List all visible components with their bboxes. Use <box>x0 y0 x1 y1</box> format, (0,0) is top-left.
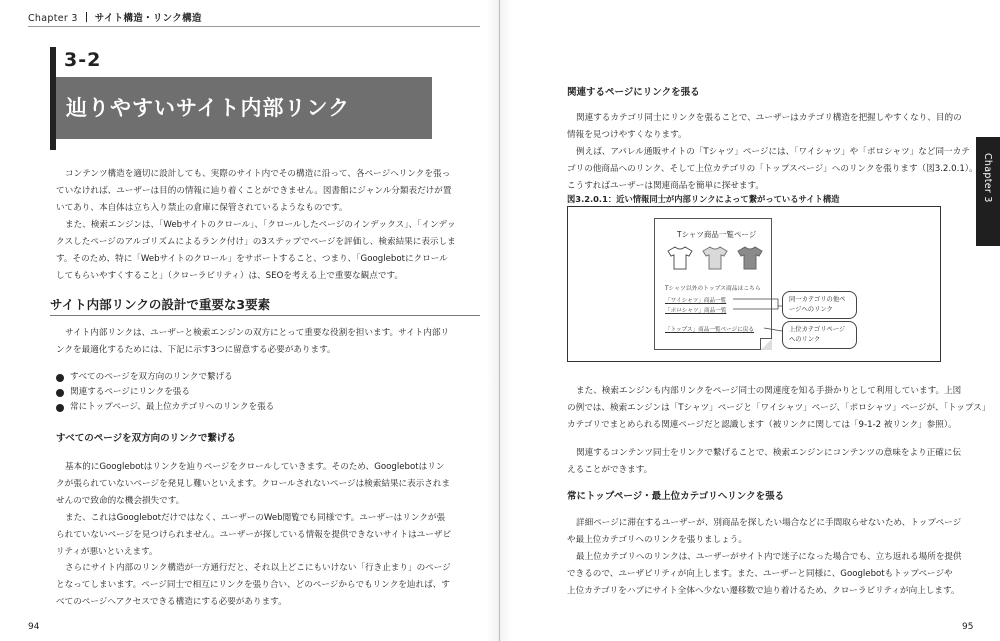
text-line: 上位カテゴリをハブにサイト全体へ少ない遷移数で辿り着けるため、クローラビリティが向上します。 <box>567 586 960 596</box>
section-title: 辿りやすいサイト内部リンク <box>66 96 351 120</box>
text-line: の例では、検索エンジンは「Tシャツ」ページと「ワイシャツ」ページ、「ポロシャツ」ページが、「トップス」 <box>567 403 991 413</box>
text-line: となってしまいます。ページ同士で相互にリンクを張り合い、どのページからでもリンクを辿れば、す <box>56 580 450 590</box>
chapter-title: サイト構造・リンク構造 <box>94 13 202 24</box>
text-line: られていないページを見つけられません。ユーザーが探している情報を提供できないサイトはユーザビ <box>56 530 452 540</box>
text-line: 関連するカテゴリ同士にリンクを張ることで、ユーザーはカテゴリ構造を把握しやすくなり、目的の <box>576 113 962 123</box>
bullet-text: 関連するページにリンクを張る <box>70 387 190 397</box>
text-line: ゴリの他商品へのリンク、そして上位カテゴリの「トップスページ」へのリンクを張ります（図3.2.0.1）。 <box>567 164 978 174</box>
subheading-related-pages: 関連するページにリンクを張る <box>567 87 700 98</box>
connector-line <box>733 299 782 306</box>
section-number: 3-2 <box>64 49 102 71</box>
top-links-paragraph <box>567 515 962 600</box>
text-line: クが張られていないページを発見し難いといえます。クロールされないページは検索結果に表示されま <box>56 479 451 489</box>
text-line: 関連するコンテンツ同士をリンクで繋げることで、検索エンジンにコンテンツの意味をより正確に伝 <box>576 448 962 458</box>
section-heading: サイト内部リンクの設計で重要な3要素 <box>50 297 271 312</box>
bullet-text: 常にトップページ、最上位カテゴリへのリンクを張る <box>70 402 275 412</box>
subheading-top-links: 常にトップページ・最上位カテゴリへリンクを張る <box>567 491 785 502</box>
search-engine-paragraph <box>567 383 990 434</box>
text-line: 基本的にGooglebotはリンクを辿りページをクロールしていきます。そのため、Googlebotはリン <box>65 462 445 472</box>
chapter-label: Chapter 3 <box>28 13 78 24</box>
text-line: カテゴリでまとめられる関連ページだと認識します（被リンクに関しては「9-1-2 被リンク」参照）。 <box>567 420 957 430</box>
bullet-text: すべてのページを双方向のリンクで繋げる <box>70 372 233 382</box>
text-line: クスしたページのアルゴリズムによるランク付け」の3ステップでページを評価し、検索結果に表示しま <box>56 237 456 247</box>
figure-note: Tシャツ以外のトップス商品はこちら <box>665 286 761 292</box>
text-line: いてあり、本自体は立ち入り禁止の倉庫に保管されているようなものです。 <box>56 203 348 213</box>
figure-link-poloshirt: 「ポロシャツ」商品一覧 <box>665 308 727 314</box>
text-line: す。そのため、特に「Webサイトのクロール」をサポートすること、つまり、「Googlebotにクロール <box>56 254 448 264</box>
text-line: えることができます。 <box>567 465 653 475</box>
text-line: や最上位カテゴリへのリンクを張りましょう。 <box>567 535 747 545</box>
text-line: また、検索エンジンも内部リンクをページ同士の関連度を知る手掛かりとして利用しています。上図 <box>576 386 962 396</box>
text-line: さらにサイト内部のリンク構造が一方通行だと、それ以上どこにもいけない「行き止まり」のページ <box>65 563 451 573</box>
subheading-bidirectional: すべてのページを双方向のリンクで繋げる <box>56 433 236 444</box>
figure-caption: 図3.2.0.1：近い情報同士が内部リンクによって繋がっているサイト構造 <box>567 194 840 204</box>
text-line: ンクを最適化するためには、下記に示す3つに留意する必要があります。 <box>56 345 336 355</box>
text-line: また、これはGooglebotだけではなく、ユーザーのWeb閲覧でも同様です。ユーザーはリンクが張 <box>65 513 446 523</box>
text-line: また、検索エンジンは、「Webサイトのクロール」、「クロールしたページのインデックス」、「インデッ <box>65 220 456 230</box>
meaning-paragraph <box>567 445 961 479</box>
text-line: こうすればユーザーは関連商品を簡単に探せます。 <box>567 181 764 191</box>
text-line: してもらいやすくすること」（クローラビリティ）は、SEOを考える上で重要な観点です。 <box>56 271 403 281</box>
connector-line <box>733 306 778 309</box>
text-line: 例えば、アパレル通販サイトの「Tシャツ」ページには、「ワイシャツ」や「ポロシャツ」など同一カテ <box>576 147 970 157</box>
text-line: 最上位カテゴリへのリンクは、ユーザーがサイト内で迷子になった場合でも、立ち返れる場所を提供 <box>576 552 962 562</box>
text-line: リティが悪いといえます。 <box>56 547 158 557</box>
side-tab-label: Chapter 3 <box>982 153 993 203</box>
figure-link-wishirt: 「ワイシャツ」商品一覧 <box>665 298 727 304</box>
text-line: 情報を見つけやすくなります。 <box>567 130 687 140</box>
text-line: べてのページへアクセスできる構造にする必要があります。 <box>56 597 287 607</box>
text-line: 詳細ページに滞在するユーザーが、別商品を探したい場合などに手間取らせないため、トップページ <box>576 518 962 528</box>
connector-line <box>764 328 782 331</box>
text-line: できるので、ユーザビリティが向上します。また、ユーザーと同様に、Googlebotもトップページや <box>567 569 953 579</box>
callout-same-category: 同一カテゴリの他ページへのリンク <box>782 291 857 319</box>
callout-parent-category: 上位カテゴリページへのリンク <box>782 321 857 349</box>
text-line: せんので致命的な機会損失です。 <box>56 496 185 506</box>
figure-link-tops: 「トップス」商品一覧ページに戻る <box>665 327 754 333</box>
page-number-left: 94 <box>28 622 40 632</box>
text-line: サイト内部リンクは、ユーザーと検索エンジンの双方にとって重要な役割を担います。サイト内部リ <box>65 328 450 338</box>
text-line: ていなければ、ユーザーは目的の情報に辿り着くことができません。図書館にジャンル分類表だけが置 <box>56 186 452 196</box>
figure-page-title: Tシャツ商品一覧ページ <box>677 230 757 239</box>
page-number-right: 95 <box>962 622 974 632</box>
text-line: コンテンツ構造を適切に設計しても、実際のサイト内でその構造に沿って、各ページへリンクを張っ <box>65 169 451 179</box>
